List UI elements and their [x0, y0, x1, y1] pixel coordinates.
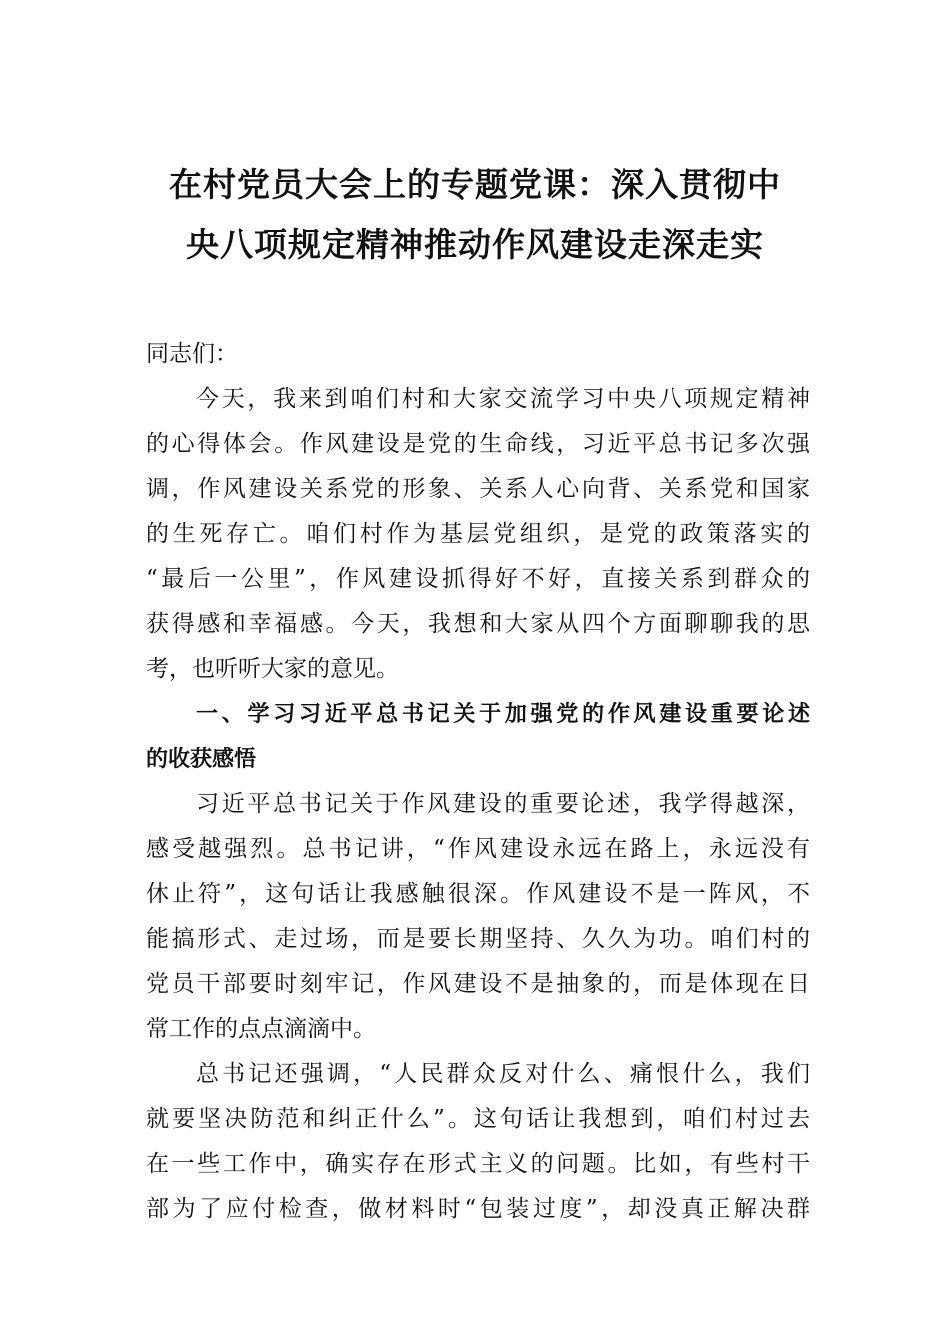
paragraph-line: 的生死存亡。咱们村作为基层党组织，是党的政策落实的 — [146, 521, 810, 547]
paragraph-line: 的心得体会。作风建设是党的生命线，习近平总书记多次强 — [146, 431, 810, 457]
paragraph-line: 能搞形式、走过场，而是要长期坚持、久久为功。咱们村的 — [146, 926, 810, 952]
paragraph-line: 就要坚决防范和纠正什么”。这句话让我想到，咱们村过去 — [146, 1106, 810, 1132]
paragraph-line: 今天，我来到咱们村和大家交流学习中央八项规定精神 — [196, 386, 810, 412]
paragraph-line: 休止符”，这句话让我感触很深。作风建设不是一阵风，不 — [146, 881, 810, 907]
paragraph-line: 考，也听听大家的意见。 — [146, 656, 399, 682]
paragraph-line: “最后一公里”，作风建设抓得好不好，直接关系到群众的 — [146, 566, 810, 592]
title-line: 央八项规定精神推动作风建设走深走实 — [186, 225, 764, 264]
paragraph-line: 调，作风建设关系党的形象、关系人心向背、关系党和国家 — [146, 476, 810, 502]
document-body — [146, 332, 810, 1232]
document-title — [120, 155, 830, 275]
paragraph-line: 党员干部要时刻牢记，作风建设不是抽象的，而是体现在日 — [146, 971, 810, 997]
paragraph-line: 习近平总书记关于作风建设的重要论述，我学得越深， — [196, 791, 810, 817]
title-line: 在村党员大会上的专题党课：深入贯彻中 — [169, 165, 781, 204]
paragraph-line: 部为了应付检查，做材料时“包装过度”，却没真正解决群 — [146, 1196, 810, 1222]
paragraph-line: 同志们： — [146, 341, 238, 367]
paragraph-line: 常工作的点点滴滴中。 — [146, 1016, 376, 1042]
paragraph-line: 感受越强烈。总书记讲，“作风建设永远在路上，永远没有 — [146, 836, 810, 862]
section-heading-line: 一、学习习近平总书记关于加强党的作风建设重要论述 — [196, 702, 810, 727]
paragraph-line: 总书记还强调，“人民群众反对什么、痛恨什么，我们 — [196, 1061, 810, 1087]
paragraph-line: 在一些工作中，确实存在形式主义的问题。比如，有些村干 — [146, 1151, 810, 1177]
section-heading-line: 的收获感悟 — [146, 747, 257, 772]
paragraph-line: 获得感和幸福感。今天，我想和大家从四个方面聊聊我的思 — [146, 611, 810, 637]
